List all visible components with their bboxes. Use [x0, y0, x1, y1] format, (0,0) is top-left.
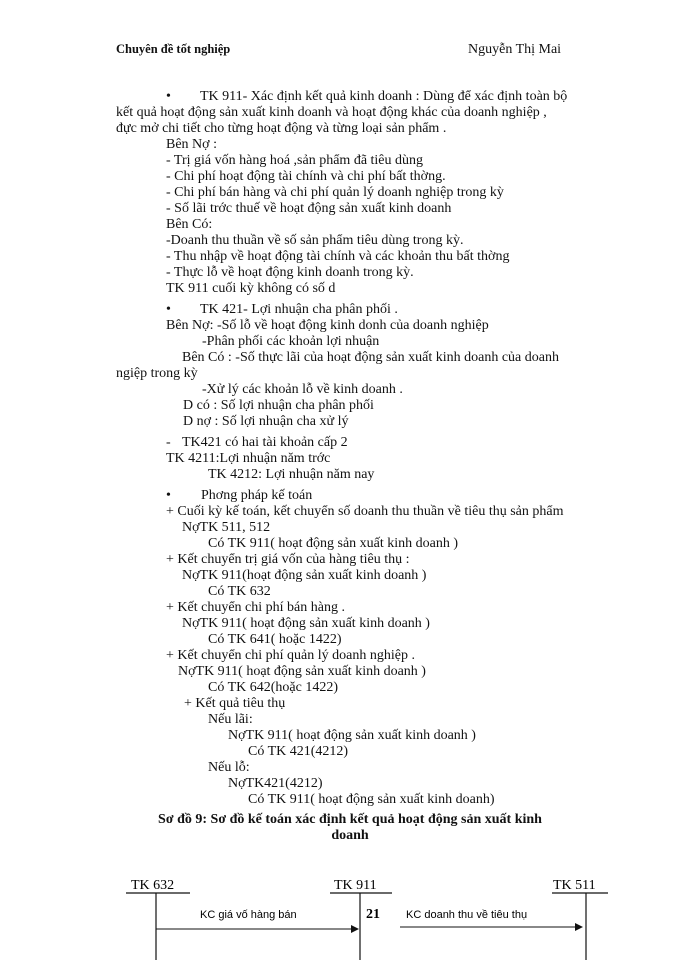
text-line: + Kết chuyển chi phí quản lý doanh nghiệp .: [166, 648, 415, 663]
text-line: TK 421- Lợi nhuận cha phân phối .: [200, 302, 398, 317]
header-right: Nguyễn Thị Mai: [468, 42, 562, 57]
text-line: - Trị giá vốn hàng hoá ,sản phẩm đã tiêu dùng: [166, 153, 424, 168]
text-line: Bên Có : -Số thực lãi của hoạt động sản xuất kinh doanh của doanh: [182, 350, 559, 365]
arrow-left-label: KC giá vố hàng bán: [200, 909, 297, 921]
text-line: NợTK421(4212): [228, 776, 323, 791]
text-line: Bên Nợ :: [166, 137, 217, 152]
text-line: -Phân phối các khoản lợi nhuận: [202, 334, 380, 349]
arrow-right-label: KC doanh thu về tiêu thụ: [406, 909, 528, 921]
text-line: -Doanh thu thuần về số sản phẩm tiêu dùng trong kỳ.: [166, 233, 464, 248]
bullet-marker: •: [166, 302, 171, 317]
text-line: TK 911 cuối kỳ không có số d: [166, 281, 336, 296]
text-line: NợTK 911( hoạt động sản xuất kinh doanh ): [182, 616, 430, 631]
text-line: NợTK 511, 512: [182, 520, 271, 535]
text-line: ngiệp trong kỳ: [116, 366, 198, 381]
text-line: TK 911- Xác định kết quả kinh doanh : Dùng để xác định toàn bộ: [200, 89, 568, 104]
tk911-label: TK 911: [334, 878, 377, 893]
text-line: kết quả hoạt động sản xuất kinh doanh và hoạt động khác của doanh nghiệp ,: [116, 105, 547, 120]
text-line: Bên Nợ: -Số lỗ về hoạt động kinh donh của doanh nghiệp: [166, 318, 489, 333]
text-line: NợTK 911( hoạt động sản xuất kinh doanh ): [178, 664, 426, 679]
text-line: Có TK 642(hoặc 1422): [208, 680, 338, 695]
text-line: D nợ : Số lợi nhuận cha xử lý: [183, 414, 349, 429]
text-line: TK 4212: Lợi nhuận năm nay: [208, 467, 375, 482]
text-line: Nếu lãi:: [208, 712, 253, 727]
tk511-label: TK 511: [553, 878, 596, 893]
caption-line-2: doanh: [331, 828, 369, 843]
text-line: -Xử lý các khoản lỗ về kinh doanh .: [202, 382, 403, 397]
step-number: 21: [366, 907, 380, 922]
text-line: Phơng pháp kế toán: [201, 488, 313, 503]
bullet-marker: •: [166, 488, 171, 503]
header-left: Chuyên đề tốt nghiệp: [116, 42, 231, 56]
text-line: Nếu lỗ:: [208, 760, 250, 775]
bullet-marker: -: [166, 435, 171, 450]
text-line: - Chi phí bán hàng và chi phí quản lý doanh nghiệp trong kỳ: [166, 185, 504, 200]
text-line: TK421 có hai tài khoản cấp 2: [182, 435, 348, 450]
text-line: Có TK 641( hoặc 1422): [208, 632, 342, 647]
tk632-label: TK 632: [131, 878, 175, 893]
text-line: Bên Có:: [166, 217, 213, 232]
text-line: - Thu nhập về hoạt động tài chính và các khoản thu bất thờng: [166, 249, 510, 264]
text-line: NợTK 911(hoạt động sản xuất kinh doanh ): [182, 568, 427, 583]
caption-line-1: Sơ đồ 9: Sơ đồ kế toán xác định kết quả hoạt động sản xuất kinh: [158, 812, 542, 827]
text-line: NợTK 911( hoạt động sản xuất kinh doanh ): [228, 728, 476, 743]
text-line: D có : Số lợi nhuận cha phân phối: [183, 398, 374, 413]
text-line: Có TK 911( hoạt động sản xuất kinh doanh): [248, 792, 495, 807]
text-line: TK 4211:Lợi nhuận năm trớc: [166, 451, 331, 466]
text-line: + Kết chuyển chi phí bán hàng .: [166, 600, 345, 615]
bullet-marker: •: [166, 89, 171, 104]
text-line: - Số lãi trớc thuế về hoạt động sản xuất kinh doanh: [166, 201, 452, 216]
text-line: + Kết chuyển trị giá vốn của hàng tiêu thụ :: [166, 552, 410, 567]
text-line: + Cuối kỳ kế toán, kết chuyển số doanh thu thuần về tiêu thụ sản phẩm: [166, 504, 564, 519]
text-line: đực mở chi tiết cho từng hoạt động và từng loại sản phẩm .: [116, 121, 447, 136]
text-line: - Thực lỗ về hoạt động kinh doanh trong kỳ.: [166, 265, 414, 280]
text-line: + Kết quả tiêu thụ: [184, 696, 286, 711]
text-line: Có TK 911( hoạt động sản xuất kinh doanh ): [208, 536, 459, 551]
text-line: Có TK 421(4212): [248, 744, 349, 759]
text-line: - Chi phí hoạt động tài chính và chi phí bất thờng.: [166, 169, 446, 184]
text-line: Có TK 632: [208, 584, 271, 599]
